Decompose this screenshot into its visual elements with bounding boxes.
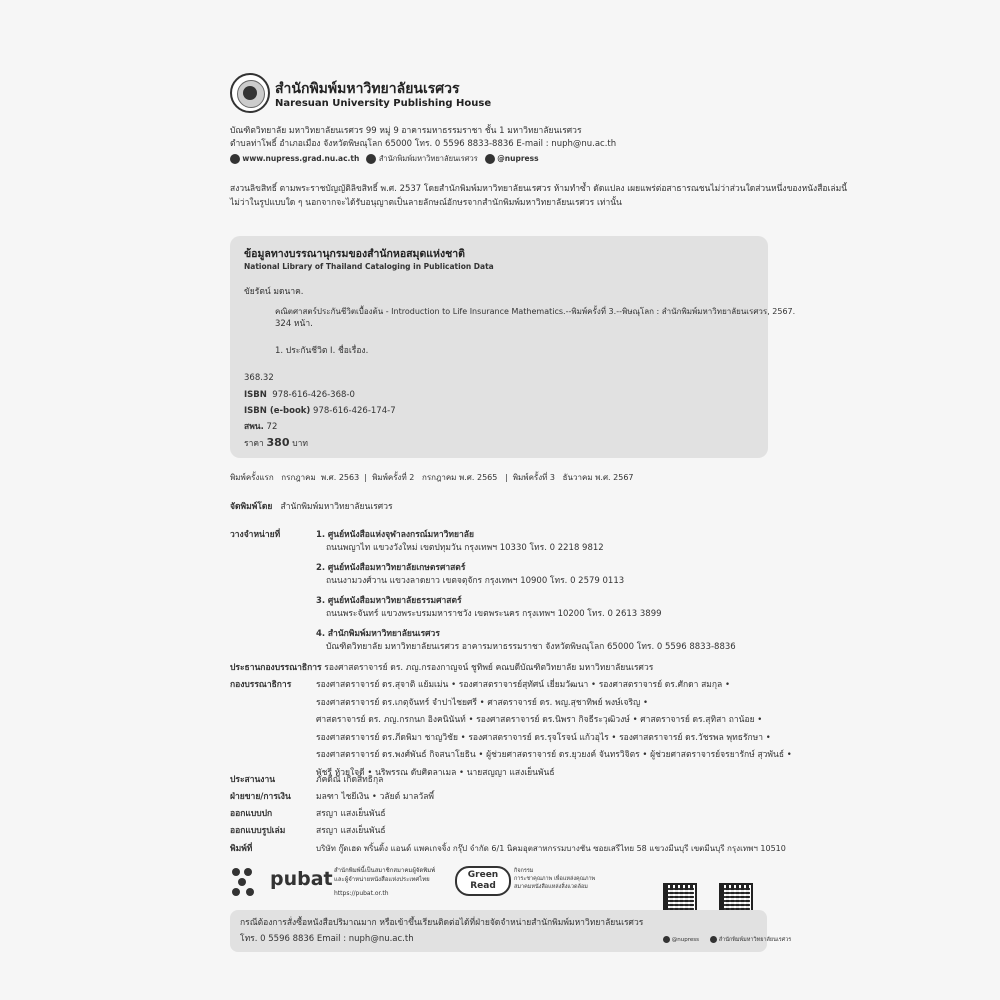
list-item: 2. ศูนย์หนังสือมหาวิทยาลัยเกษตรศาสตร์ [316,563,466,573]
publisher-links [230,153,539,164]
publisher-address-2: ตำบลท่าโพธิ์ อำเภอเมือง จังหวัดพิษณุโลก 65000 โทร. 0 5596 8833-8836 E-mail : nuph@nu.ac.th [230,139,617,149]
credit-row: พิมพ์ที่ บริษัท กู๊ดเฮด พริ้นติ้ง แอนด์ แพคเกจจิ้ง กรุ๊ป จำกัด 6/1 นิคมอุตสาหกรรมบางชัน ซอยเสรีไทย 58 แขวงมีนบุรี เขตมีนบุรี กรุงเทพฯ 10510 [230,844,786,854]
line-icon [485,154,495,164]
editorial-board-label: กองบรรณาธิการ [230,680,292,690]
distribution-list [316,530,736,662]
green-read-line-1: กิจกรรม [514,868,534,874]
cip-snp: สพน. 72 [244,422,278,432]
cip-title-th: ข้อมูลทางบรรณานุกรมของสำนักหอสมุดแห่งชาติ [244,248,465,260]
pubat-icon [230,866,268,896]
pubat-url[interactable]: https://pubat.or.th [334,890,389,897]
cip-isbn: ISBN 978-616-426-368-0 [244,390,355,400]
copyright-line-1: สงวนลิขสิทธิ์ ตามพระราชบัญญัติลิขสิทธิ์ พ.ศ. 2537 โดยสำนักพิมพ์มหาวิทยาลัยนเรศวร ห้ามทำซ้ำ ดัดแปลง เผยแพร่ต่อสาธารณชนไม่ว่าส่วนใดส่วนหนึ่งของหนังสือเล่มนี้ [230,184,848,194]
cip-isbn-ebook: ISBN (e-book) 978-616-426-174-7 [244,406,396,416]
publisher-name-th: สำนักพิมพ์มหาวิทยาลัยนเรศวร [275,81,460,97]
list-item: รองศาสตราจารย์ ดร.ภีดพิมา ชาญวิชัย • รองศาสตราจารย์ ดร.รุจโรจน์ แก้วอุไร • รองศาสตราจารย์ ดร.วัชรพล พุทธรักษา • [316,732,771,743]
pubat-line-1: สำนักพิมพ์นี้เป็นสมาชิกสมาคมผู้จัดพิมพ์ [334,867,436,874]
cip-title-en: National Library of Thailand Cataloging in Publication Data [244,262,494,271]
copyright-line-2: ไม่ว่าในรูปแบบใด ๆ นอกจากจะได้รับอนุญาตเป็นลายลักษณ์อักษรจากสำนักพิมพ์มหาวิทยาลัยนเรศวร เท่านั้น [230,198,622,208]
publisher-address-1: บัณฑิตวิทยาลัย มหาวิทยาลัยนเรศวร 99 หมู่ 9 อาคารมหาธรรมราชา ชั้น 1 มหาวิทยาลัยนเรศวร [230,126,582,136]
list-item: พัชรี ห้วยใจดี • นริพรรณ ดับศิตลาเมล • นายสญญา แสงเย็นพันธ์ [316,767,555,778]
publisher-name-en: Naresuan University Publishing House [275,98,492,109]
cip-entry-line-1: คณิตศาสตร์ประกันชีวิตเบื้องต้น - Introduction to Life Insurance Mathematics.--พิมพ์ครั้งที่ 3.--พิษณุโลก : สำนักพิมพ์มหาวิทยาลัยนเรศวร, 2567. [275,307,796,316]
cip-class-no: 368.32 [244,373,274,383]
pubat-line-2: และผู้จำหน่ายหนังสือแห่งประเทศไทย [334,876,430,883]
facebook-qr-label: สำนักพิมพ์มหาวิทยาลัยนเรศวร [710,936,791,944]
board-chair: ประธานกองบรรณาธิการ รองศาสตราจารย์ ดร. ภญ.กรองกาญจน์ ชูทิพย์ คณบดีบัณฑิตวิทยาลัย มหาวิทยาลัยนเรศวร [230,663,654,673]
list-item: 4. สำนักพิมพ์มหาวิทยาลัยนเรศวร [316,629,440,639]
cip-author: ขัยรัตน์ มดนาค. [244,287,304,297]
pubat-logo: pubat [270,868,333,890]
distribution-label: วางจำหน่ายที่ [230,530,281,540]
website-link[interactable]: www.nupress.grad.nu.ac.th [242,154,360,163]
credit-row: ออกแบบรูปเล่ม สรญา แสงเย็นพันธ์ [230,826,386,836]
facebook-icon [710,936,717,943]
credits-list [230,775,786,860]
contact-line-1: กรณีต้องการสั่งซื้อหนังสือปริมาณมาก หรือเข้าขึ้นเรียนติดต่อได้ที่ฝ่ายจัดจำหน่ายสำนักพิมพ์มหาวิทยาลัยนเรศวร [240,918,644,928]
cip-entry-line-2: 324 หน้า. [275,319,313,329]
green-read-line-3: สมาคมหนังสือแหล่งสิ่งแวดล้อม [514,884,588,890]
list-item-address: ถนนงามวงศ์วาน แขวงลาดยาว เขตจตุจักร กรุงเทพฯ 10900 โทร. 0 2579 0113 [326,576,625,586]
list-item: 3. ศูนย์หนังสือมหาวิทยาลัยธรรมศาสตร์ [316,596,462,606]
list-item-address: บัณฑิตวิทยาลัย มหาวิทยาลัยนเรศวร อาคารมหาธรรมราชา จังหวัดพิษณุโลก 65000 โทร. 0 5596 8833-8836 [326,642,736,652]
credit-row: ประสานงาน ภัคดีณี เกิดสิทธิกุล [230,775,384,785]
green-read-logo: Green Read [455,866,511,896]
contact-box [230,910,767,952]
facebook-icon [366,154,376,164]
list-item: 1. ศูนย์หนังสือแห่งจุฬาลงกรณ์มหาวิทยาลัย [316,530,474,540]
list-item: รองศาสตราจารย์ ดร.พงศ์พันธ์ กิจสนาโยธิน • ผู้ช่วยศาสตราจารย์ ดร.ยุวยงค์ จันทรวิจิตร • ผู้ช่วยศาสตราจารย์จรยารักษ์ สุวพันธ์ • [316,750,792,760]
publisher-logo [230,73,270,113]
contact-line-2: โทร. 0 5596 8836 Email : nuph@nu.ac.th [240,934,414,944]
editions-line: พิมพ์ครั้งแรก กรกฎาคม พ.ศ. 2563 | พิมพ์ครั้งที่ 2 กรกฎาคม พ.ศ. 2565 | พิมพ์ครั้งที่ 3 ธันวาคม พ.ศ. 2567 [230,473,634,482]
credit-row: ฝ่ายขาย/การเงิน มลฑา ไชยีเงิน • วลัยต์ มาลวัลพี์ [230,792,435,802]
line-qr-label: @nupress [663,936,699,944]
list-item: รองศาสตราจารย์ ดร.สุจาติ แย้มเม่น • รองศาสตราจารย์สุทัศน์ เยี่ยมวัฒนา • รองศาสตราจารย์ ดร.ศักดา สมกุล • [316,680,730,690]
facebook-link[interactable]: สำนักพิมพ์มหาวิทยาลัยนเรศวร [378,154,478,163]
cip-subject: 1. ประกันชีวิต I. ชื่อเรื่อง. [275,346,369,356]
list-item: ศาสตราจารย์ ดร. ภญ.กรกนก อิงคนินันท์ • รองศาสตราจารย์ ดร.นิพรา กิจธีระวุฒิวงษ์ • ศาสตราจารย์ ดร.สุทิสา ถาน้อย • [316,715,763,725]
line-icon [663,936,670,943]
credit-row: ออกแบบปก สรญา แสงเย็นพันธ์ [230,809,386,819]
list-item: รองศาสตราจารย์ ดร.เกตุจันทร์ จำปาไชยศรี • ศาสตราจารย์ ดร. พญ.สุชาทิพย์ พงษ์เจริญ • [316,697,649,708]
cip-price: ราคา 380 บาท [244,436,308,449]
line-link[interactable]: @nupress [497,154,539,163]
list-item-address: ถนนพระจันทร์ แขวงพระบรมมหาราชวัง เขตพระนคร กรุงเทพฯ 10200 โทร. 0 2613 3899 [326,609,662,619]
green-read-line-2: การะชาคุณภาพ เพื่อแหล่งคุณภาพ [514,876,596,882]
editorial-board-list [316,680,792,785]
list-item-address: ถนนพญาไท แขวงวังใหม่ เขตปทุมวัน กรุงเทพฯ 10330 โทร. 0 2218 9812 [326,543,604,553]
globe-icon [230,154,240,164]
published-by: จัดพิมพ์โดย สำนักพิมพ์มหาวิทยาลัยนเรศวร [230,502,393,512]
